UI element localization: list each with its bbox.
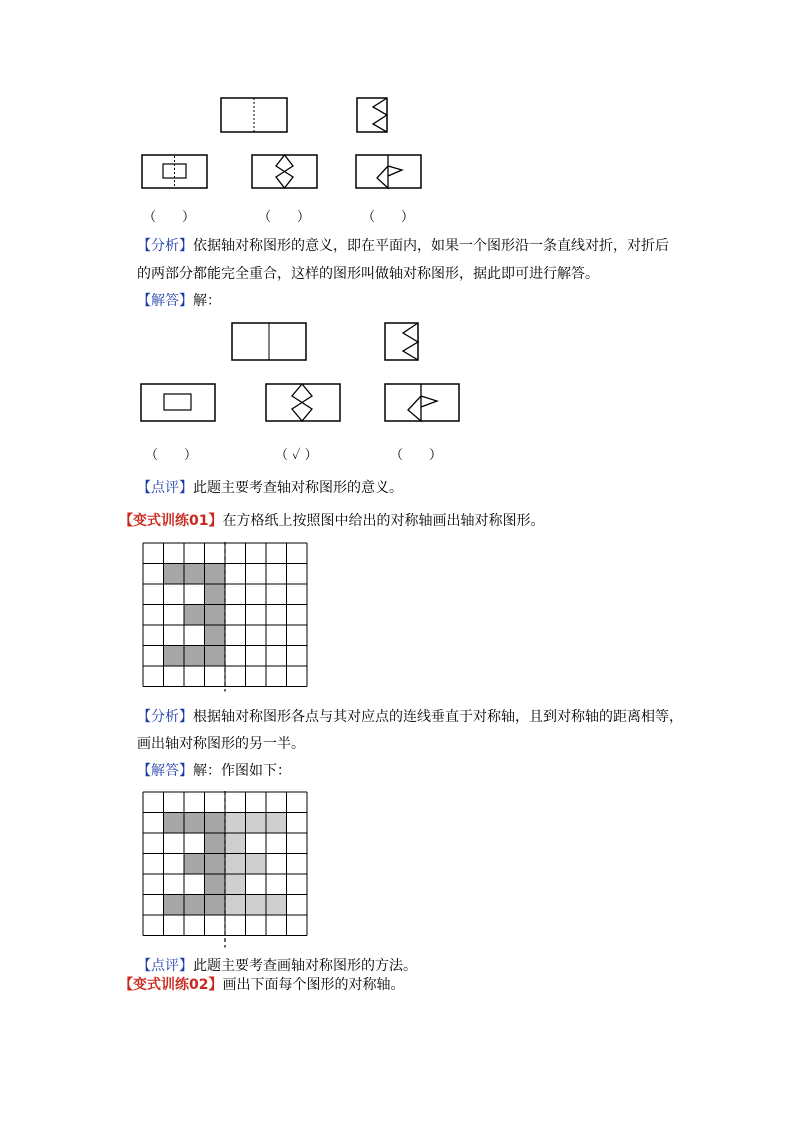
answer-shapes (0, 0, 794, 470)
question-grid (142, 542, 307, 690)
analysis2-tag: 【分析】 (137, 709, 193, 725)
mirrored-cell (225, 813, 246, 834)
variant2-text: 画出下面每个图形的对称轴。 (222, 977, 405, 993)
shaded-cell (205, 605, 226, 626)
shaded-cell (184, 646, 205, 667)
answer2-line (137, 761, 291, 781)
comment2-tag: 【点评】 (137, 958, 193, 974)
answer-paren-1: （ ） (145, 448, 198, 463)
shaded-cell (205, 646, 226, 667)
variant2-tag: 【变式训练02】 (119, 977, 223, 993)
mirrored-cell (225, 895, 246, 916)
mirrored-cell (225, 854, 246, 875)
comment1-line (137, 478, 403, 498)
comment1-text: 此题主要考查轴对称图形的意义。 (193, 480, 403, 496)
variant1-tag: 【变式训练01】 (119, 513, 223, 529)
analysis2-line-1 (137, 707, 683, 727)
shaded-cell (184, 605, 205, 626)
answer2-text: 解：作图如下： (193, 763, 291, 779)
shaded-cell (205, 625, 226, 646)
shaded-cell (184, 564, 205, 585)
shaded-cell (205, 874, 226, 895)
answer-tag: 【解答】 (137, 293, 193, 309)
shaded-cell (184, 813, 205, 834)
shaded-cell (164, 813, 185, 834)
shaded-cell (164, 895, 185, 916)
shaded-cell (205, 833, 226, 854)
shaded-cell (205, 895, 226, 916)
comment2-line (137, 956, 417, 976)
answer-text: 解： (193, 293, 221, 309)
answer2-tag: 【解答】 (137, 763, 193, 779)
shaded-cell (205, 854, 226, 875)
shaded-cell (205, 813, 226, 834)
answer-grid (142, 791, 307, 949)
answer-paren-2: （ ✓ ） (275, 448, 318, 463)
problem-paren-1: （ ） (143, 210, 196, 225)
answer-paren-3: （ ） (390, 448, 443, 463)
comment2-text: 此题主要考查画轴对称图形的方法。 (193, 958, 417, 974)
mirrored-cell (225, 874, 246, 895)
analysis2-text-1: 根据轴对称图形各点与其对应点的连线垂直于对称轴，且到对称轴的距离相等， (193, 709, 683, 725)
shaded-cell (205, 564, 226, 585)
problem-paren-2: （ ） (258, 210, 311, 225)
shaded-cell (184, 854, 205, 875)
shaded-cell (164, 564, 185, 585)
analysis2-line-2 (137, 734, 305, 754)
mirrored-cell (266, 813, 287, 834)
comment1-tag: 【点评】 (137, 480, 193, 496)
analysis-text-2: 的两部分都能完全重合，这样的图形叫做轴对称图形，据此即可进行解答。 (137, 266, 599, 282)
mirrored-cell (246, 813, 267, 834)
analysis-text-1: 依据轴对称图形的意义，即在平面内，如果一个图形沿一条直线对折，对折后 (193, 238, 669, 254)
variant1-line (119, 511, 544, 531)
mirrored-cell (246, 854, 267, 875)
mirrored-cell (225, 833, 246, 854)
mirrored-cell (266, 895, 287, 916)
analysis-tag: 【分析】 (137, 238, 193, 254)
variant1-text: 在方格纸上按照图中给出的对称轴画出轴对称图形。 (222, 513, 545, 529)
variant2-line (119, 975, 404, 995)
analysis2-text-2: 画出轴对称图形的另一半。 (137, 736, 305, 752)
shaded-cell (205, 584, 226, 605)
mirrored-cell (246, 895, 267, 916)
shaded-cell (164, 646, 185, 667)
shaded-cell (184, 895, 205, 916)
problem-paren-3: （ ） (362, 210, 415, 225)
